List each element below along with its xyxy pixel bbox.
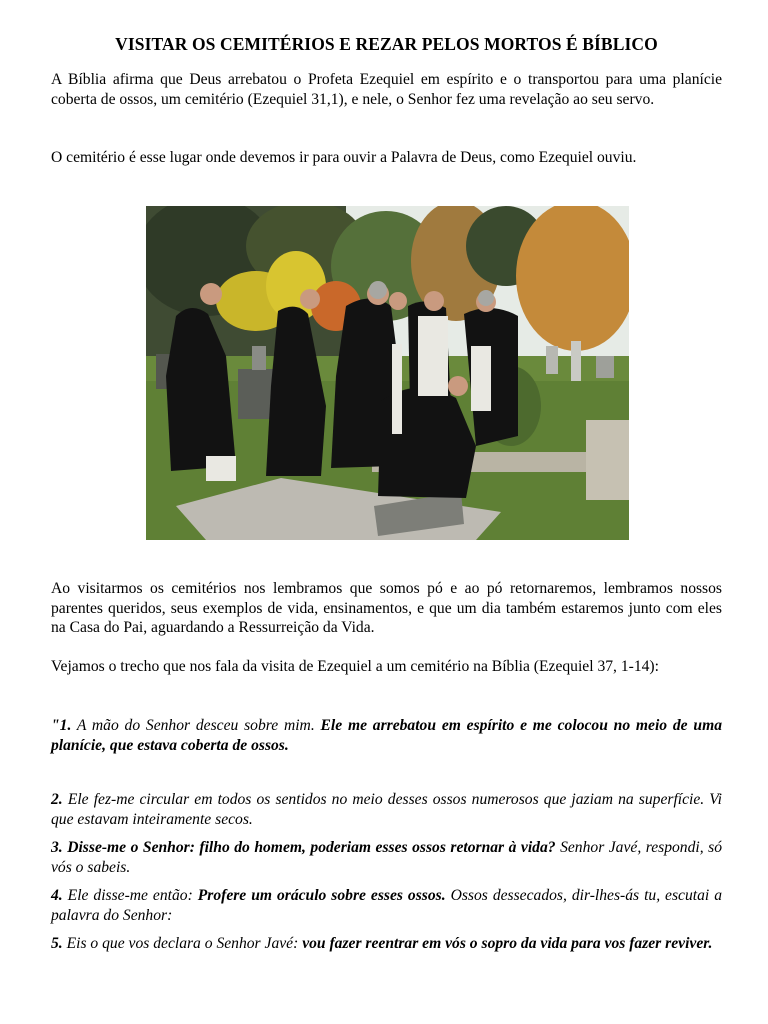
verse-1 [51,716,722,755]
verse-1-plain: A mão do Senhor desceu sobre mim. [71,717,321,734]
verse-1-bold: Ele me arrebatou em espírito e me colocou no meio de uma planície, que estava coberta de ossos. [51,717,722,754]
fourth-paragraph: Vejamos o trecho que nos fala da visita de Ezequiel a um cemitério na Bíblia (Ezequiel 37, 1-14): [51,658,659,675]
verse-4-plain-2: Ossos dessecados, dir-lhes-ás tu, escutai a palavra do Senhor: [51,887,722,924]
cemetery-photo [146,206,629,540]
second-paragraph: O cemitério é esse lugar onde devemos ir para ouvir a Palavra de Deus, como Ezequiel ouviu. [51,149,637,166]
verse-3-plain: Senhor Javé, respondi, só vós o sabeis. [51,839,722,876]
third-paragraph: Ao visitarmos os cemitérios nos lembramos que somos pó e ao pó retornaremos, lembramos nossos parentes queridos, seus exemplos de vida, ensinamentos, e que um dia também estaremos junto com eles na Casa do Pai, aguardando a Ressurreição da Vida. [51,580,722,636]
verse-3 [51,838,722,877]
verse-5 [51,934,722,954]
verse-4-bold: Profere um oráculo sobre esses ossos. [197,887,446,904]
intro-paragraph: A Bíblia afirma que Deus arrebatou o Profeta Ezequiel em espírito e o transportou para uma planície coberta de ossos, um cemitério (Ezequiel 31,1), e nele, o Senhor fez uma revelação ao seu servo. [51,71,722,108]
verse-4-plain: Ele disse-me então: [62,887,198,904]
page-title: VISITAR OS CEMITÉRIOS E REZAR PELOS MORTOS É BÍBLICO [115,34,658,54]
verse-3-bold: Disse-me o Senhor: filho do homem, poderiam esses ossos retornar à vida? [62,839,556,856]
verse-5-number: 5. [51,935,63,952]
verse-3-number: 3. [51,839,63,856]
verse-2 [51,790,722,829]
verse-5-bold: vou fazer reentrar em vós o sopro da vida para vos fazer reviver. [302,935,713,952]
verse-2-number: 2. [51,791,63,808]
verse-2-plain: Ele fez-me circular em todos os sentidos no meio desses ossos numerosos que jaziam na superfície. Vi que estavam inteiramente secos. [51,791,722,828]
verse-1-number: "1. [51,717,72,734]
verse-5-plain: Eis o que vos declara o Senhor Javé: [62,935,303,952]
verse-4-number: 4. [51,887,63,904]
verse-4 [51,886,722,925]
